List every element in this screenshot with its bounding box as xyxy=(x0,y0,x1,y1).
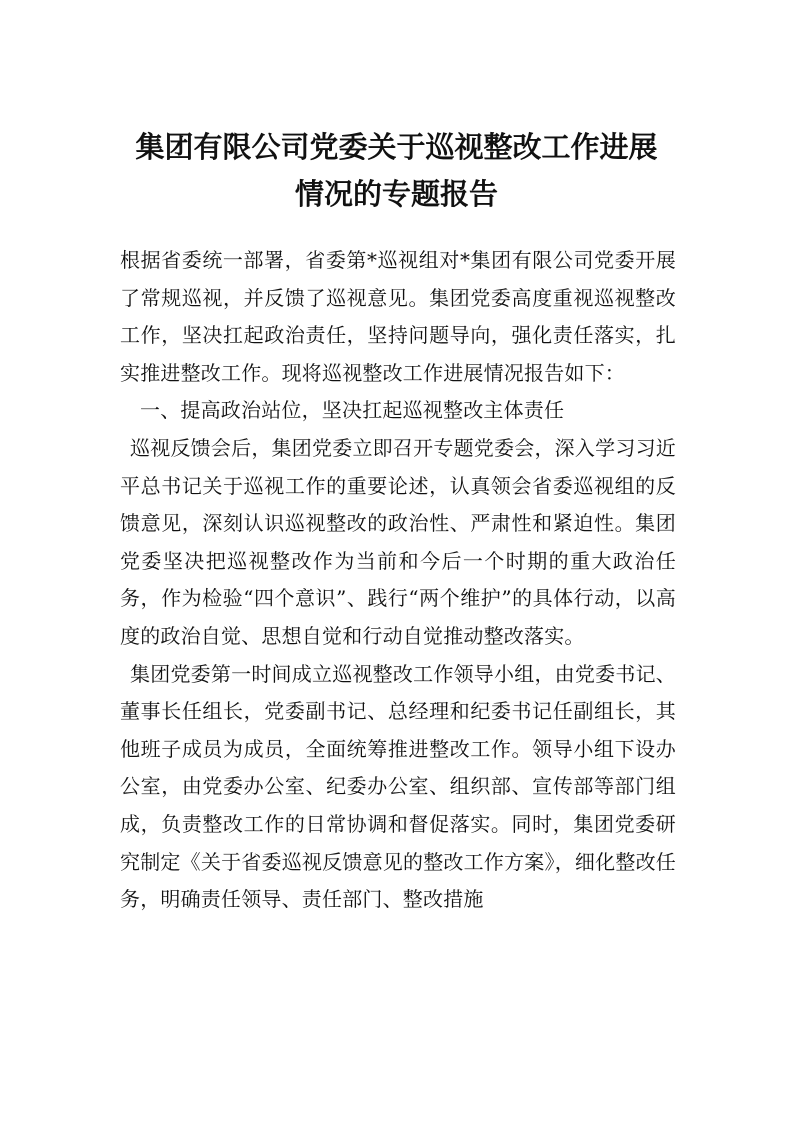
section-heading-1: 一、提高政治站位，坚决扛起巡视整改主体责任 xyxy=(140,398,565,423)
paragraph-section-1-b: 集团党委第一时间成立巡视整改工作领导小组，由党委书记、董事长任组长，党委副书记、总经理和纪委书记任副组长，其他班子成员为成员，全面统筹推进整改工作。领导小组下设办公室，由党委办公室、纪委办公室、组织部、宣传部等部门组成，负责整改工作的日常协调和督促落实。同时，集团党委研究制定《关于省委巡视反馈意见的整改工作方案》，细化整改任务，明确责任领导、责任部门、整改措施 xyxy=(120,661,676,912)
document-title-line-2: 情况的专题报告 xyxy=(294,177,498,211)
document-title-line-1: 集团有限公司党委关于巡视整改工作进展 xyxy=(135,130,658,164)
paragraph-section-1-a: 巡视反馈会后，集团党委立即召开专题党委会，深入学习习近平总书记关于巡视工作的重要论述，认真领会省委巡视组的反馈意见，深刻认识巡视整改的政治性、严肃性和紧迫性。集团党委坚决把巡视整改作为当前和今后一个时期的重大政治任务，作为检验“四个意识”、践行“两个维护”的具体行动，以高度的政治自觉、思想自觉和行动自觉推动整改落实。 xyxy=(120,435,676,648)
paragraph-intro: 根据省委统一部署，省委第*巡视组对*集团有限公司党委开展了常规巡视，并反馈了巡视意见。集团党委高度重视巡视整改工作，坚决扛起政治责任，坚持问题导向，强化责任落实，扎实推进整改工作。现将巡视整改工作进展情况报告如下： xyxy=(120,248,676,385)
document-body xyxy=(120,242,676,919)
